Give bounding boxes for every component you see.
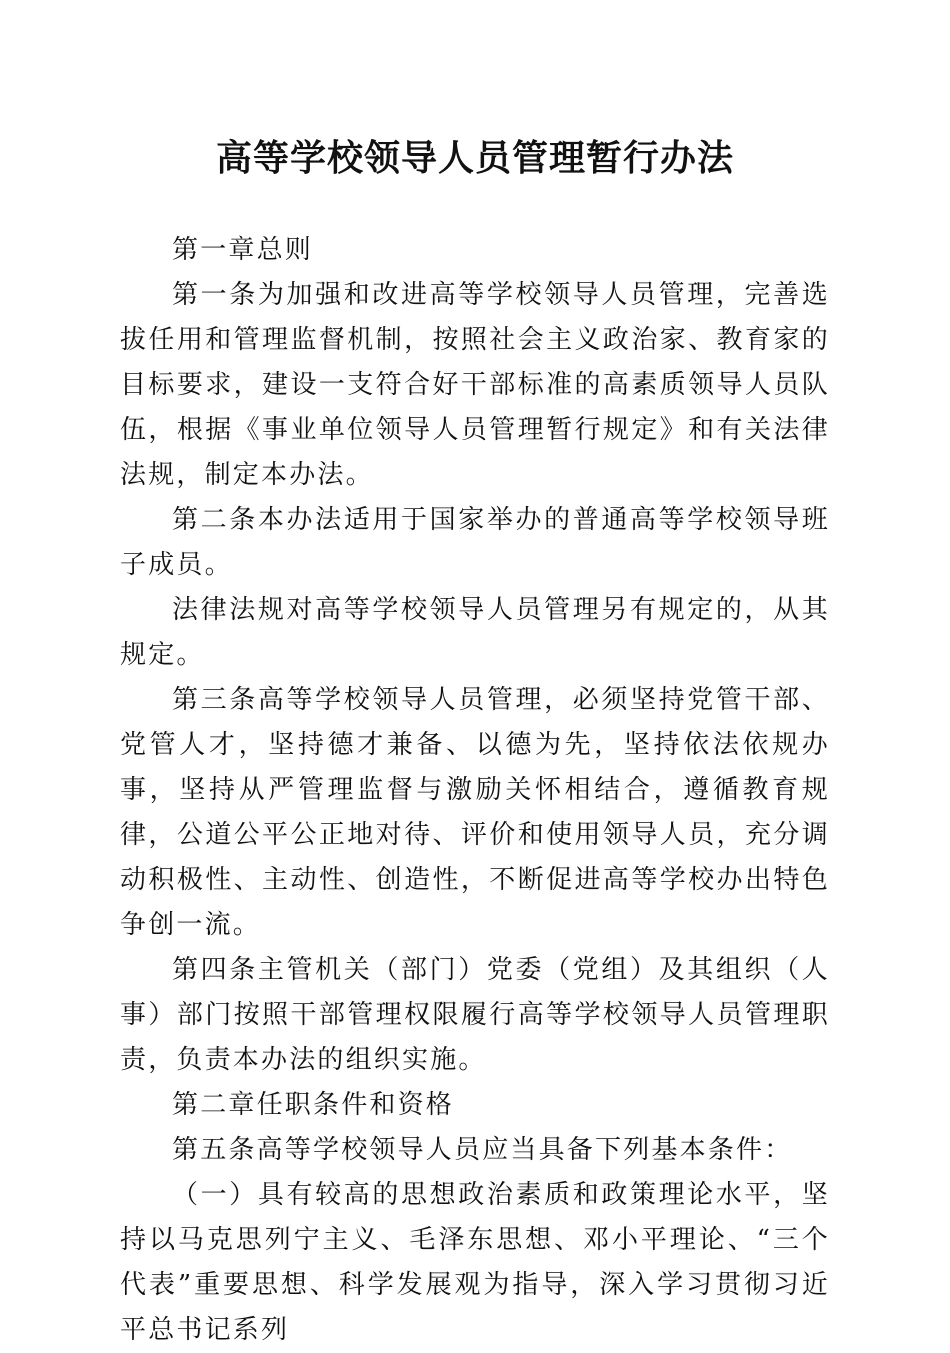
article-paragraph: （一）具有较高的思想政治素质和政策理论水平，坚持以马克思列宁主义、毛泽东思想、邓小平理论、“三个代表”重要思想、科学发展观为指导，深入学习贯彻习近平总书记系列	[120, 1180, 830, 1345]
article-paragraph: 第一条为加强和改进高等学校领导人员管理，完善选拔任用和管理监督机制，按照社会主义政治家、教育家的目标要求，建设一支符合好干部标准的高素质领导人员队伍，根据《事业单位领导人员管理暂行规定》和有关法律法规，制定本办法。	[120, 280, 830, 490]
article-paragraph: 第五条高等学校领导人员应当具备下列基本条件：	[172, 1135, 793, 1165]
article-paragraph: 第四条主管机关（部门）党委（党组）及其组织（人事）部门按照干部管理权限履行高等学校领导人员管理职责，负责本办法的组织实施。	[120, 955, 830, 1075]
document-title: 高等学校领导人员管理暂行办法	[215, 137, 734, 179]
chapter-heading: 第二章任职条件和资格	[172, 1090, 455, 1120]
article-paragraph: 第二条本办法适用于国家举办的普通高等学校领导班子成员。	[120, 505, 830, 580]
chapter-heading: 第一章总则	[172, 235, 314, 265]
document-body	[120, 228, 830, 1353]
article-paragraph: 法律法规对高等学校领导人员管理另有规定的，从其规定。	[120, 595, 830, 670]
article-paragraph: 第三条高等学校领导人员管理，必须坚持党管干部、党管人才，坚持德才兼备、以德为先，坚持依法依规办事，坚持从严管理监督与激励关怀相结合，遵循教育规律，公道公平公正地对待、评价和使用领导人员，充分调动积极性、主动性、创造性，不断促进高等学校办出特色争创一流。	[120, 685, 830, 940]
